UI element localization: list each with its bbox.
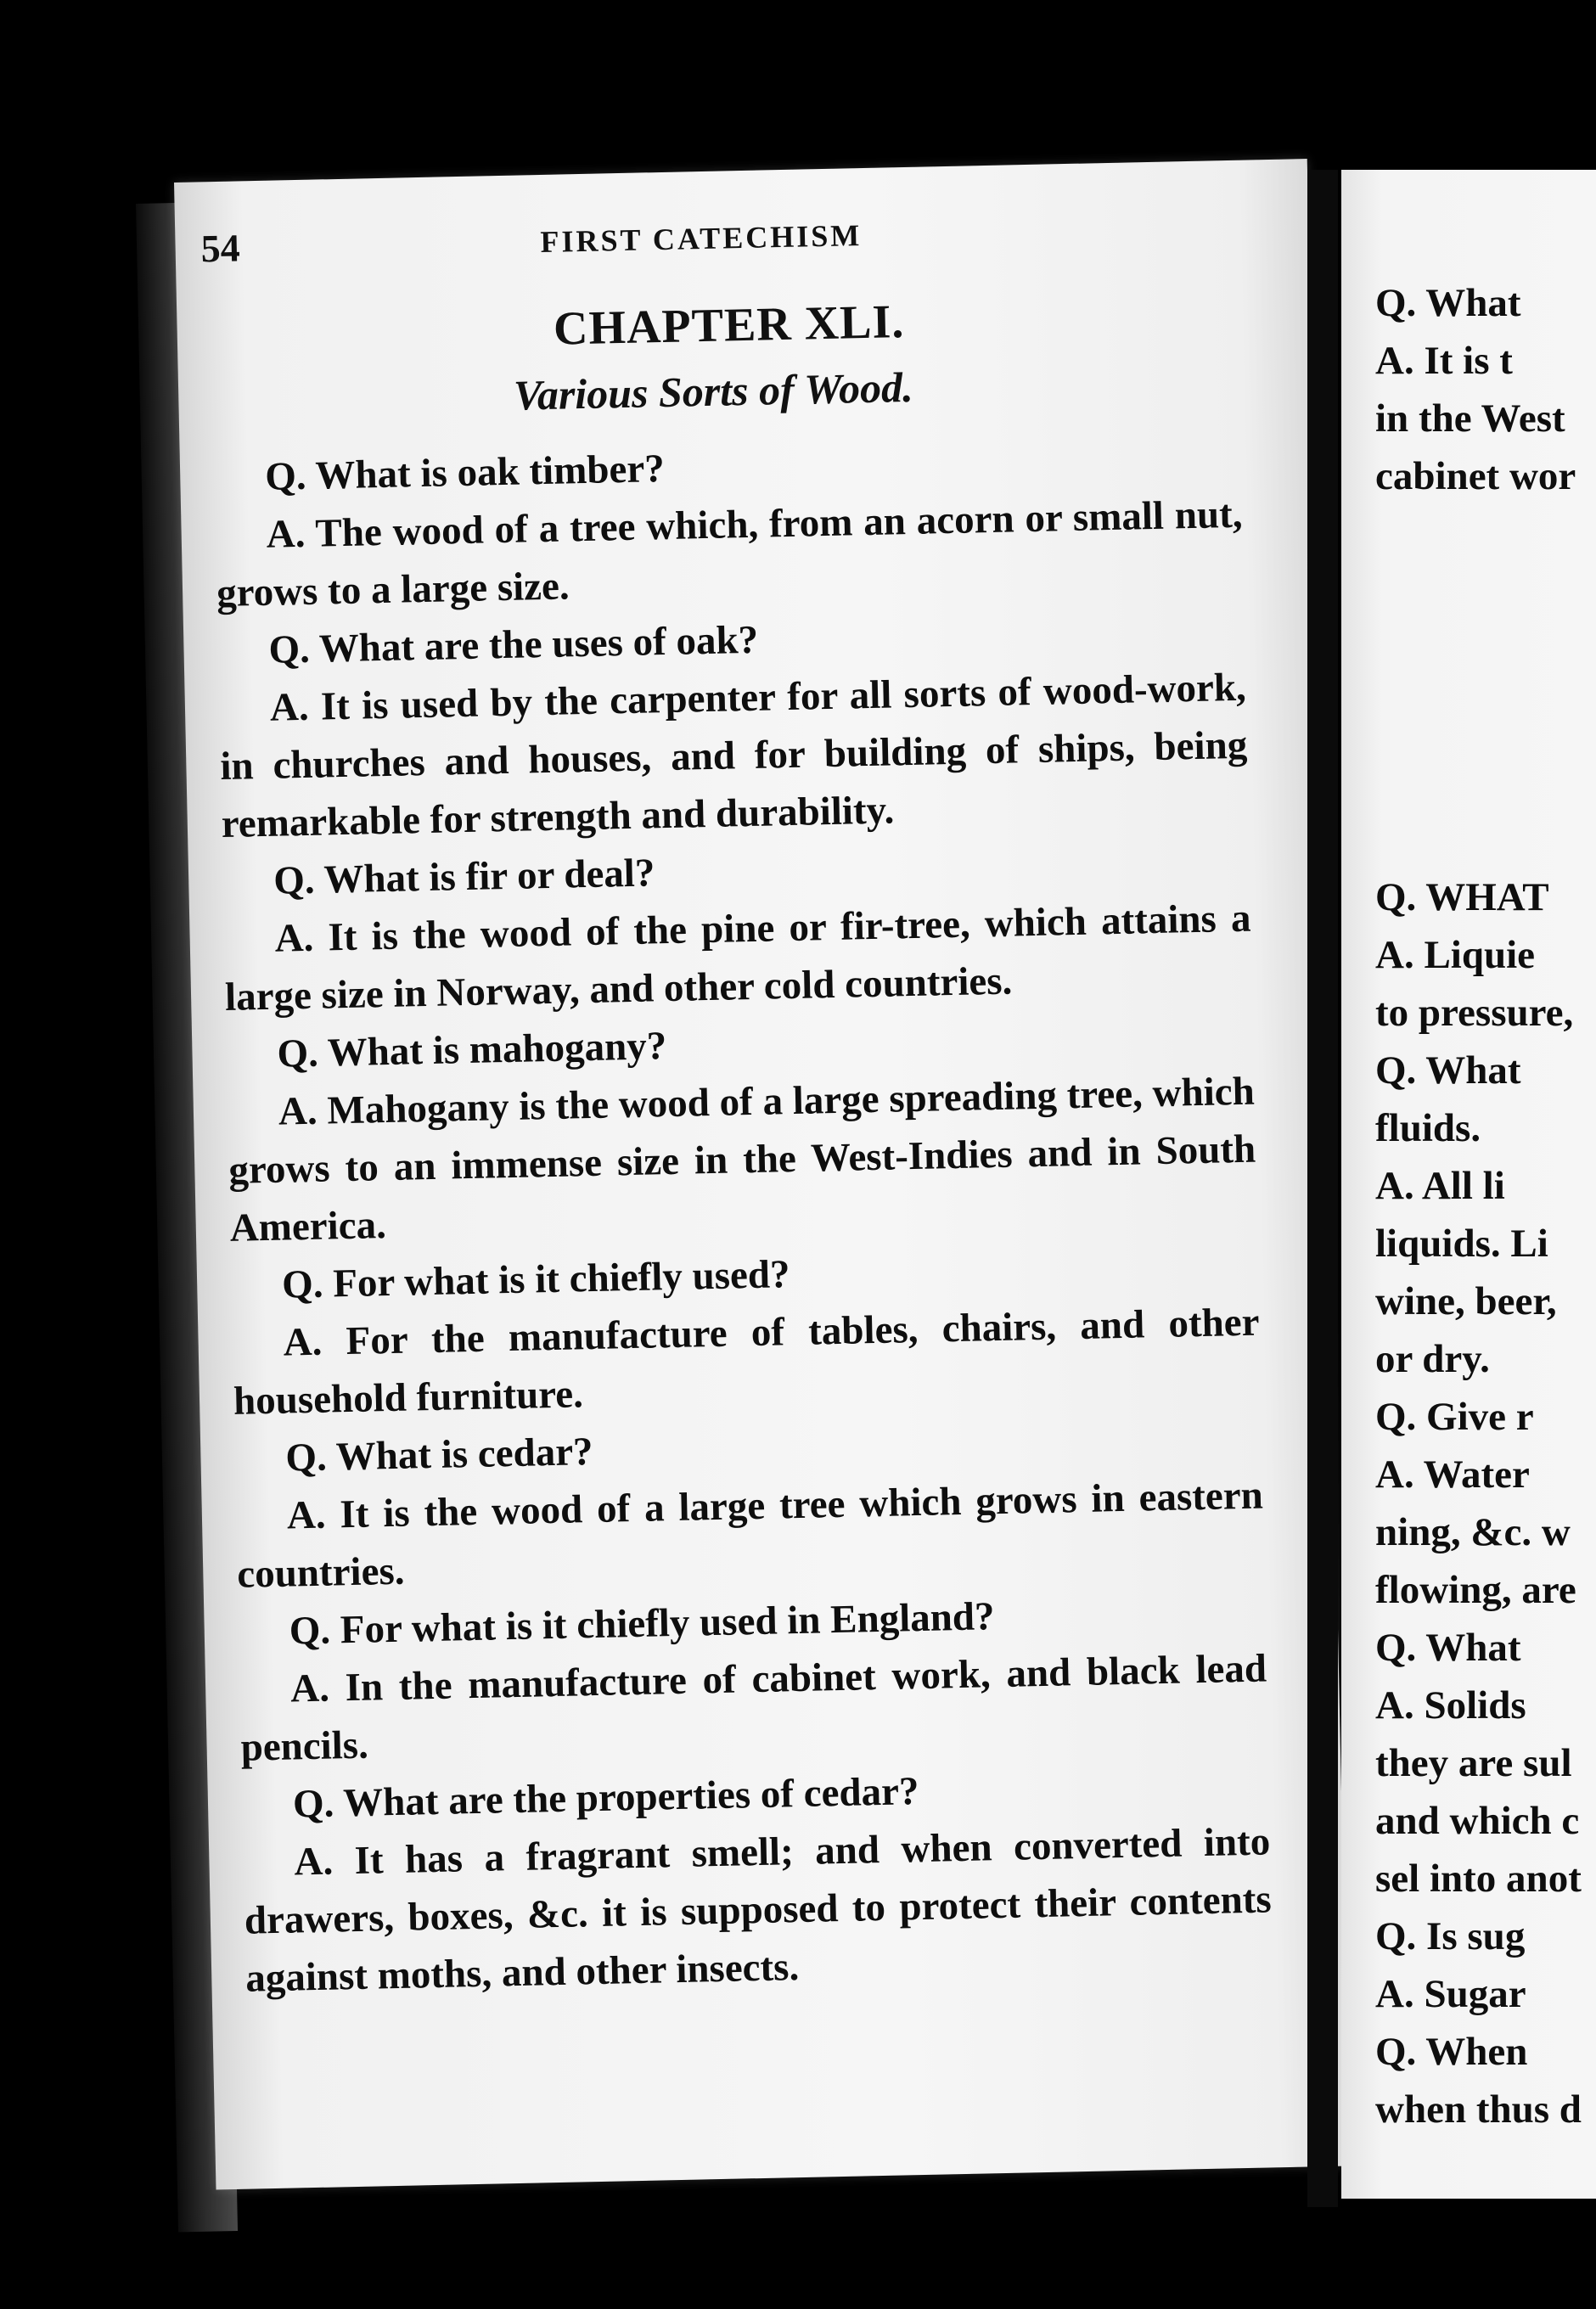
right-line: Q. What: [1375, 281, 1521, 325]
right-line: Q. Give r: [1375, 1395, 1534, 1439]
right-line: or dry.: [1375, 1337, 1490, 1381]
question-paragraph: Q. What is fir or deal?: [273, 851, 655, 903]
right-line: A. Liquie: [1375, 933, 1536, 977]
left-page: [174, 159, 1349, 2189]
right-line: Q. WHAT: [1375, 875, 1549, 919]
answer-paragraph: A. For the manufacture of tables, chairs, and other household furniture.: [233, 1300, 1260, 1424]
right-line: cabinet wor: [1375, 454, 1576, 498]
answer-paragraph: A. It is the wood of a large tree which grows in eastern countries.: [236, 1473, 1264, 1597]
right-line: A. It is t: [1375, 339, 1513, 383]
right-line: and which c: [1375, 1799, 1580, 1843]
page-gutter: [1307, 170, 1338, 2207]
right-line: sel into anot: [1375, 1857, 1582, 1901]
right-line: A. All li: [1375, 1164, 1505, 1208]
right-page-fragment: [1341, 170, 1596, 2199]
answer-paragraph: A. Mahogany is the wood of a large spreading tree, which grows to an immense size in the West-Indies and in South America.: [228, 1069, 1256, 1250]
running-head: [200, 204, 1254, 277]
right-line: Q. What: [1375, 1626, 1521, 1670]
right-line: flowing, are: [1375, 1568, 1576, 1612]
right-line: to pressure,: [1375, 991, 1574, 1035]
right-line: liquids. Li: [1375, 1222, 1548, 1266]
right-line: A. Solids: [1375, 1683, 1526, 1728]
question-paragraph: Q. For what is it chiefly used?: [281, 1252, 791, 1307]
question-paragraph: Q. What is cedar?: [284, 1429, 594, 1480]
page-number: 54: [200, 226, 241, 271]
chapter-subtitle: Various Sorts of Wood.: [513, 362, 914, 419]
right-line: when thus d: [1375, 2087, 1582, 2132]
question-paragraph: Q. What are the uses of oak?: [268, 617, 759, 672]
right-line: Q. When: [1375, 2030, 1528, 2074]
right-line: Q. Is sug: [1375, 1914, 1526, 1958]
answer-paragraph: A. In the manufacture of cabinet work, and black lead pencils.: [240, 1646, 1267, 1770]
right-line: they are sul: [1375, 1741, 1572, 1785]
right-line: Q. What: [1375, 1048, 1521, 1093]
question-paragraph: Q. What is mahogany?: [276, 1024, 667, 1076]
chapter-title: CHAPTER XLI.: [553, 295, 905, 356]
right-line: wine, beer,: [1375, 1279, 1557, 1323]
right-line: fluids.: [1375, 1106, 1481, 1150]
right-line: ning, &c. w: [1375, 1510, 1571, 1554]
question-paragraph: Q. What are the properties of cedar?: [292, 1769, 919, 1827]
right-line: in the West: [1375, 396, 1565, 441]
question-paragraph: Q. For what is it chiefly used in England?: [289, 1594, 996, 1654]
answer-paragraph: A. The wood of a tree which, from an acorn or small nut, grows to a large size.: [216, 492, 1244, 616]
answer-paragraph: A. It has a fragrant smell; and when converted into drawers, boxes, &c. it is supposed to protect their contents against moths, and other insects.: [244, 1819, 1273, 2001]
right-line: A. Water: [1375, 1452, 1530, 1497]
right-line: A. Sugar: [1375, 1972, 1526, 2016]
answer-paragraph: A. It is used by the carpenter for all sorts of wood-work, in churches and houses, and for building of ships, being remarkable for strength and durability.: [219, 665, 1248, 846]
question-paragraph: Q. What is oak timber?: [264, 446, 666, 499]
answer-paragraph: A. It is the wood of the pine or fir-tree, which attains a large size in Norway, and other cold countries.: [224, 896, 1251, 1020]
running-title: FIRST CATECHISM: [540, 218, 863, 259]
catechism-body: [214, 428, 1273, 2008]
